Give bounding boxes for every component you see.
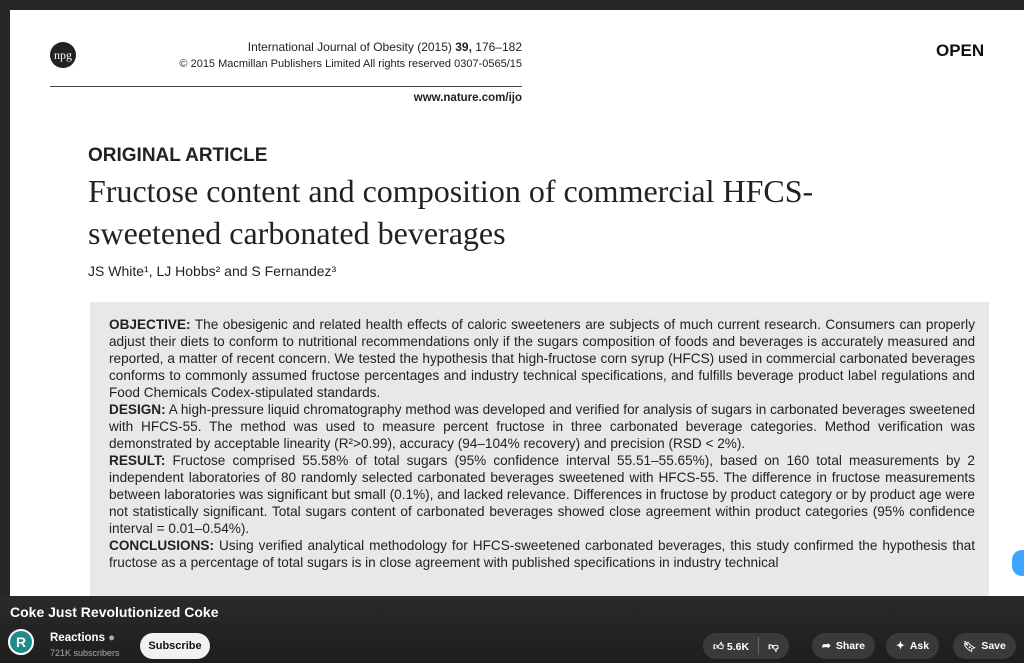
abstract-conclusions: CONCLUSIONS: Using verified analytical methodology for HFCS-sweetened carbonated beverages, this study confirmed the hypothesis that fructose as a percentage of total sugars is in close agreement with published specifications in industry technical [109,538,975,570]
like-button[interactable]: 👍︎ 5.6K [713,640,750,653]
channel-name[interactable]: Reactions ● [50,632,116,644]
subscribe-button[interactable]: Subscribe [140,633,210,659]
abstract-design: DESIGN: A high-pressure liquid chromatography method was developed and verified for analysis of sugars in carbonated beverages sweetened with HFCS-55. The method was used to measure percent fructose in three carbonated beverage categories. Method verification was demonstrated by acceptable linearity (R²>0.99), accuracy (94–104% recovery) and precision (RSD < 2%). [109,402,975,451]
save-button[interactable]: 🔖︎ Save [953,633,1016,659]
open-access-label: OPEN [936,41,985,60]
abstract-result: RESULT: Fructose comprised 55.58% of total sugars (95% confidence interval 55.51–55.65%), based on 160 total measurements by 2 independent laboratories of 80 randomly selected carbonated beverages sweetened with HFCS-55. The difference in fructose measurements between laboratories was significant but small (0.1%), and lacked relevance. Differences in fructose by product category or by product age were not statistically significant. Total sugars content of carbonated beverages showed close agreement within product categories (95% confidence interval = 0.01–0.54%). [109,453,975,536]
subscriber-count: 721K subscribers [50,648,120,658]
abstract-objective: OBJECTIVE: The obesigenic and related health effects of caloric sweeteners are subjects of much current research. Consumers can properly adjust their diets to conform to nutritional recommendations only if the sugars composition of foods and beverages is accurately measured and reported, a matter of recent concern. We tested the hypothesis that high-fructose corn syrup (HFCS) used in commercial carbonated beverages conforms to commonly assumed fructose percentages and industry technical specifications, and fulfills beverage product label regulations and Food Chemicals Codex-stipulated standards. [109,317,975,400]
share-icon: ➦ [822,640,831,652]
bookmark-icon: 🔖︎ [963,640,977,653]
journal-url: www.nature.com/ijo [413,92,522,104]
article-type: ORIGINAL ARTICLE [88,145,268,166]
share-button[interactable]: ➦ Share [812,633,875,659]
ask-button[interactable]: ✦ Ask [886,633,939,659]
video-title: Coke Just Revolutionized Coke [10,604,219,620]
thumbs-down-icon: 👎︎ [768,640,779,653]
overlay-button[interactable] [1012,550,1024,576]
video-info-bar [0,596,1024,663]
dislike-button[interactable] [768,640,779,653]
channel-avatar[interactable]: R [8,629,34,655]
authors: JS White¹, LJ Hobbs² and S Fernandez³ [88,263,337,279]
npg-logo: npg [50,42,76,68]
copyright: © 2015 Macmillan Publishers Limited All rights reserved 0307-0565/15 [179,58,522,70]
paper-title: Fructose content and composition of commercial HFCS-sweetened carbonated beverages [88,173,814,251]
video-player[interactable] [10,10,1024,596]
divider [758,637,759,655]
divider [50,86,522,87]
verified-icon: ● [108,632,116,644]
like-dislike-group [703,633,789,659]
journal-citation: International Journal of Obesity (2015) 39, 176–182 [247,40,522,54]
sparkle-icon: ✦ [896,640,905,652]
thumbs-up-icon: 👍︎ [713,640,724,653]
abstract [90,302,989,596]
